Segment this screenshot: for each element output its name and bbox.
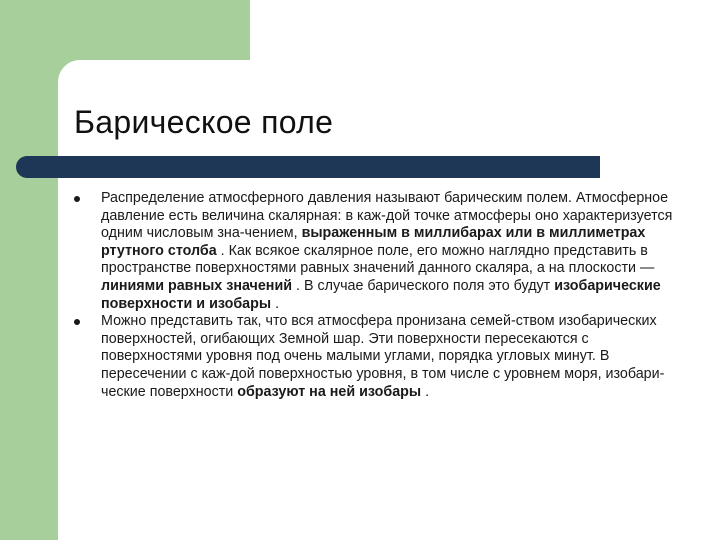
bullet-text-2-part-2: . [425, 383, 430, 400]
bullet-text-1-part-3: . В случае барического поля это будут [296, 277, 555, 294]
bullet-text-1-bold-1: выраженным в миллибарах или в миллиметрах ртутного столба [101, 225, 646, 259]
bullet-text-1-bold-2: линиями равных значений [101, 277, 293, 294]
bullet-text-1-bold-3: изобарические поверхности и изобары [101, 277, 661, 312]
bullet-text-1-part-1: Распределение атмосферного давления называют барическим полем. Атмосферное давление есть величина скалярная: в каж-дой точке атмосферы оно характеризуется одним числовым зна-чением, [101, 190, 673, 242]
bullet-item-2 [74, 313, 674, 401]
bullet-list [74, 190, 674, 401]
slide-title: Барическое поле [74, 104, 334, 140]
bullet-item-1 [74, 190, 674, 313]
bullet-dot-icon [74, 319, 80, 325]
bullet-text-1-part-2: . Как всякое скалярное поле, его можно наглядно представить в пространстве поверхностями равных значений данного скаляра, а на плоскости — [101, 242, 655, 277]
bullet-dot-icon [74, 196, 80, 202]
bullet-text-1-part-4: . [275, 295, 280, 312]
bullet-text-2-part-1: Можно представить так, что вся атмосфера пронизана семей-ством изобарических поверхностей, огибающих Земной шар. Эти поверхности пересекаются с поверхностями уровня под очень малыми углами, порядка угловых минут. В пересечении с каж-дой поверхностью уровня, в том числе с уровнем моря, изобари-ческие поверхности [101, 313, 665, 400]
title-underline-bar [16, 156, 600, 178]
bullet-text-2-bold-1: образуют на ней изобары [237, 383, 422, 400]
